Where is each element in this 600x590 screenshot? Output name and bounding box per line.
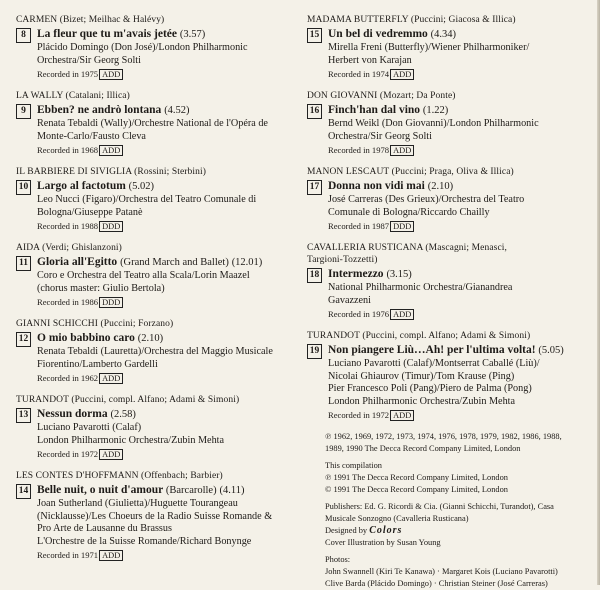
- recording-type-badge: ADD: [99, 449, 123, 460]
- track-number: 17: [307, 180, 322, 195]
- track-entry: [307, 330, 592, 421]
- recording-info: [328, 220, 592, 232]
- performer-line: L'Orchestre de la Suisse Romande/Richard Bonynge: [37, 535, 252, 547]
- track-body: [37, 331, 304, 384]
- track-row: [16, 179, 304, 232]
- recording-type-badge: ADD: [99, 550, 123, 561]
- track-number: 16: [307, 104, 322, 119]
- track-duration: (3.15): [386, 269, 412, 280]
- performer-line: London Philharmonic Orchestra/Zubin Mehta: [37, 434, 225, 446]
- recording-type-badge: ADD: [99, 145, 123, 156]
- recording-info: [328, 144, 592, 156]
- track-entry: [16, 394, 304, 460]
- track-body: [328, 27, 592, 80]
- recorded-year: Recorded in 1971: [37, 550, 99, 560]
- track-row: [16, 103, 304, 156]
- performer-line: (Nicklausse)/Les Choeurs de la Radio Suisse Romande &: [37, 510, 273, 522]
- recording-type-badge: DDD: [99, 221, 123, 232]
- recording-type-badge: ADD: [390, 309, 414, 320]
- track-body: [328, 343, 592, 421]
- performer-line: Luciano Pavarotti (Calaf): [37, 422, 142, 433]
- recording-type-badge: ADD: [99, 69, 123, 80]
- track-title: Belle nuit, o nuit d'amour: [37, 484, 163, 496]
- performer-line: Renata Tebaldi (Wally)/Orchestre National de l'Opéra de: [37, 118, 268, 129]
- performer-line: Bologna/Giuseppe Patanè: [37, 206, 143, 218]
- recording-info: [37, 448, 304, 460]
- track-title: Un bel di vedremmo: [328, 28, 428, 40]
- photos-label: Photos:: [325, 555, 351, 564]
- performer-line: Orchestra/Sir Georg Solti: [328, 130, 432, 142]
- performer-line: Luciano Pavarotti (Calaf)/Montserrat Caballé (Liù)/: [328, 358, 540, 369]
- opera-header: TURANDOT (Puccini, compl. Alfano; Adami & Simoni): [307, 331, 531, 341]
- publishers-line-2: Musicale Sonzogno (Cavalleria Rusticana): [325, 514, 469, 523]
- recorded-year: Recorded in 1986: [37, 297, 99, 307]
- track-title: Donna non vidi mai: [328, 180, 425, 192]
- designed-by-line: [325, 525, 592, 536]
- designer-logo: Colors: [369, 525, 403, 536]
- track-title: La fleur que tu m'avais jetée: [37, 28, 178, 40]
- recorded-year: Recorded in 1974: [328, 69, 390, 79]
- track-row: [307, 179, 592, 232]
- performer-line: José Carreras (Des Grieux)/Orchestra del Teatro: [328, 194, 525, 205]
- performer-line: Gavazzeni: [328, 294, 371, 306]
- compilation-copyright: © 1991 The Decca Record Company Limited, London: [325, 485, 508, 494]
- recorded-year: Recorded in 1987: [328, 221, 390, 231]
- recorded-year: Recorded in 1988: [37, 221, 99, 231]
- track-body: [37, 255, 304, 308]
- performer-line: Herbert von Karajan: [328, 54, 412, 66]
- track-entry: [307, 14, 592, 80]
- opera-header: TURANDOT (Puccini, compl. Alfano; Adami & Simoni): [16, 395, 240, 405]
- track-title-line: [328, 343, 592, 358]
- track-duration: (4.11): [219, 485, 245, 496]
- track-entry: [16, 166, 304, 232]
- track-entry: [16, 470, 304, 561]
- track-row: [16, 27, 304, 80]
- track-number: 18: [307, 268, 322, 283]
- track-entry: [16, 90, 304, 156]
- track-title-line: [37, 407, 304, 422]
- track-number: 13: [16, 408, 31, 423]
- track-row: [307, 103, 592, 156]
- performer-line: (chorus master: Giulio Bertola): [37, 282, 165, 294]
- track-title: Ebben? ne andrò lontana: [37, 104, 162, 116]
- track-duration: (5.05): [538, 345, 564, 356]
- track-duration: (5.02): [128, 181, 155, 192]
- performer-line: Fiorentino/Lamberto Gardelli: [37, 358, 158, 370]
- compilation-phonogram: ℗ 1991 The Decca Record Company Limited, London: [325, 473, 508, 482]
- track-number: 15: [307, 28, 322, 43]
- track-row: [16, 255, 304, 308]
- track-body: [37, 27, 304, 80]
- opera-header: CAVALLERIA RUSTICANA (Mascagni; Menasci,: [307, 243, 507, 253]
- recorded-year: Recorded in 1972: [328, 410, 390, 420]
- track-title-line: [37, 27, 304, 42]
- track-title: Finch'han dal vino: [328, 104, 421, 116]
- track-title-line: [328, 103, 592, 118]
- recording-type-badge: ADD: [390, 410, 414, 421]
- track-title-line: [37, 103, 304, 118]
- photo-credits-2: Clive Barda (Plácido Domingo) · Christian Steiner (José Carreras): [325, 579, 548, 588]
- opera-header: IL BARBIERE DI SIVIGLIA (Rossini; Sterbini): [16, 167, 206, 177]
- photo-credits-1: John Swannell (Kiri Te Kanawa) · Margaret Kois (Luciano Pavarotti): [325, 567, 558, 576]
- right-track-list: [307, 14, 592, 421]
- publishers-line-1: Publishers: Ed. G. Ricordi & Cia. (Gianni Schicchi, Turandot), Casa: [325, 502, 554, 511]
- recorded-year: Recorded in 1972: [37, 449, 99, 459]
- right-column: [307, 14, 592, 590]
- track-entry: [16, 242, 304, 308]
- opera-header: CARMEN (Bizet; Meilhac & Halévy): [16, 15, 165, 25]
- track-entry: [16, 318, 304, 384]
- compilation-label: This compilation: [325, 461, 382, 470]
- track-title: Non piangere Liù…Ah! per l'ultima volta!: [328, 344, 536, 356]
- track-duration: (12.01): [231, 257, 263, 268]
- performer-line: Renata Tebaldi (Lauretta)/Orchestra del Maggio Musicale: [37, 346, 273, 357]
- performer-line: Pier Francesco Poli (Pang)/Piero de Palma (Pong): [328, 383, 532, 394]
- cover-illustration: Cover Illustration by Susan Young: [325, 538, 441, 547]
- track-entry: [307, 166, 592, 232]
- track-number: 10: [16, 180, 31, 195]
- opera-header: LES CONTES D'HOFFMANN (Offenbach; Barbier): [16, 471, 223, 481]
- recorded-year: Recorded in 1975: [37, 69, 99, 79]
- performer-line: Pro Arte de Lausanne du Brassus: [37, 523, 172, 534]
- track-row: [16, 331, 304, 384]
- track-title-line: [37, 331, 304, 346]
- performer-line: Joan Sutherland (Giulietta)/Huguette Tourangeau: [37, 498, 238, 509]
- track-entry: [307, 90, 592, 156]
- recording-info: [37, 296, 304, 308]
- track-title-extra: (Barcarolle): [165, 485, 217, 496]
- performer-line: Leo Nucci (Figaro)/Orchestra del Teatro Comunale di: [37, 194, 257, 205]
- track-row: [307, 27, 592, 80]
- opera-header: MADAMA BUTTERFLY (Puccini; Giacosa & Illica): [307, 15, 516, 25]
- track-row: [307, 267, 592, 320]
- track-number: 8: [16, 28, 31, 43]
- recording-info: [37, 144, 304, 156]
- track-title-line: [37, 483, 304, 498]
- performer-line: National Philharmonic Orchestra/Gianandrea: [328, 282, 513, 293]
- copyright-line-1: ℗ 1962, 1969, 1972, 1973, 1974, 1976, 1978, 1979, 1982, 1986, 1988,: [325, 432, 562, 441]
- track-duration: (4.52): [164, 105, 190, 116]
- track-title-line: [37, 255, 304, 270]
- performer-line: Nicolai Ghiaurov (Timur)/Tom Krause (Ping): [328, 370, 515, 382]
- track-title-line: [37, 179, 304, 194]
- track-duration: (3.57): [179, 29, 206, 40]
- track-duration: (2.58): [110, 409, 136, 420]
- track-body: [37, 103, 304, 156]
- track-duration: (1.22): [422, 105, 449, 116]
- recorded-year: Recorded in 1968: [37, 145, 99, 155]
- track-entry: [307, 242, 592, 320]
- recording-type-badge: DDD: [390, 221, 414, 232]
- recording-type-badge: ADD: [390, 145, 414, 156]
- track-number: 19: [307, 344, 322, 359]
- recording-info: [37, 68, 304, 80]
- recording-type-badge: DDD: [99, 297, 123, 308]
- recorded-year: Recorded in 1976: [328, 309, 390, 319]
- track-body: [328, 179, 592, 232]
- opera-header: AIDA (Verdi; Ghislanzoni): [16, 243, 122, 253]
- track-title: O mio babbino caro: [37, 332, 135, 344]
- track-duration: (2.10): [137, 333, 164, 344]
- performer-line: Plácido Domingo (Don José)/London Philharmonic: [37, 42, 248, 53]
- opera-header-continued: Targioni-Tozzetti): [307, 255, 378, 265]
- track-body: [37, 179, 304, 232]
- performer-line: Coro e Orchestra del Teatro alla Scala/Lorin Maazel: [37, 270, 250, 281]
- track-body: [37, 407, 304, 460]
- track-title-line: [328, 267, 592, 282]
- track-row: [307, 343, 592, 421]
- recording-info: [328, 68, 592, 80]
- track-body: [37, 483, 304, 561]
- recording-info: [37, 549, 304, 561]
- opera-header: GIANNI SCHICCHI (Puccini; Forzano): [16, 319, 174, 329]
- designed-by-label: Designed by: [325, 526, 368, 535]
- track-title-line: [328, 179, 592, 194]
- copyright-line-2: 1989, 1990 The Decca Record Company Limited, London: [325, 444, 521, 453]
- track-title: Nessun dorma: [37, 408, 108, 420]
- opera-header: MANON LESCAUT (Puccini; Praga, Oliva & Illica): [307, 167, 514, 177]
- track-number: 12: [16, 332, 31, 347]
- performer-line: London Philharmonic Orchestra/Zubin Mehta: [328, 395, 516, 407]
- recorded-year: Recorded in 1962: [37, 373, 99, 383]
- track-body: [328, 103, 592, 156]
- track-duration: (4.34): [430, 29, 457, 40]
- track-title: Largo al factotum: [37, 180, 126, 192]
- performer-line: Monte-Carlo/Fausto Cleva: [37, 130, 146, 142]
- track-row: [16, 407, 304, 460]
- track-body: [328, 267, 592, 320]
- recorded-year: Recorded in 1978: [328, 145, 390, 155]
- credits-notes: [325, 431, 592, 589]
- track-title-line: [328, 27, 592, 42]
- recording-info: [37, 220, 304, 232]
- performer-line: Orchestra/Sir Georg Solti: [37, 54, 141, 66]
- recording-info: [37, 372, 304, 384]
- performer-line: Bernd Weikl (Don Giovanni)/London Philharmonic: [328, 118, 539, 129]
- track-number: 14: [16, 484, 31, 499]
- opera-header: DON GIOVANNI (Mozart; Da Ponte): [307, 91, 456, 101]
- recording-info: [328, 308, 592, 320]
- track-title: Gloria all'Egitto: [37, 256, 118, 268]
- track-entry: [16, 14, 304, 80]
- track-title: Intermezzo: [328, 268, 384, 280]
- track-title-extra: (Grand March and Ballet): [120, 257, 229, 268]
- opera-header: LA WALLY (Catalani; Illica): [16, 91, 130, 101]
- track-number: 11: [16, 256, 31, 271]
- recording-type-badge: ADD: [99, 373, 123, 384]
- track-duration: (2.10): [427, 181, 454, 192]
- performer-line: Mirella Freni (Butterfly)/Wiener Philharmoniker/: [328, 42, 530, 53]
- performer-line: Comunale di Bologna/Riccardo Chailly: [328, 206, 490, 218]
- recording-type-badge: ADD: [390, 69, 414, 80]
- track-row: [16, 483, 304, 561]
- track-number: 9: [16, 104, 31, 119]
- recording-info: [328, 409, 592, 421]
- left-column: [16, 14, 304, 571]
